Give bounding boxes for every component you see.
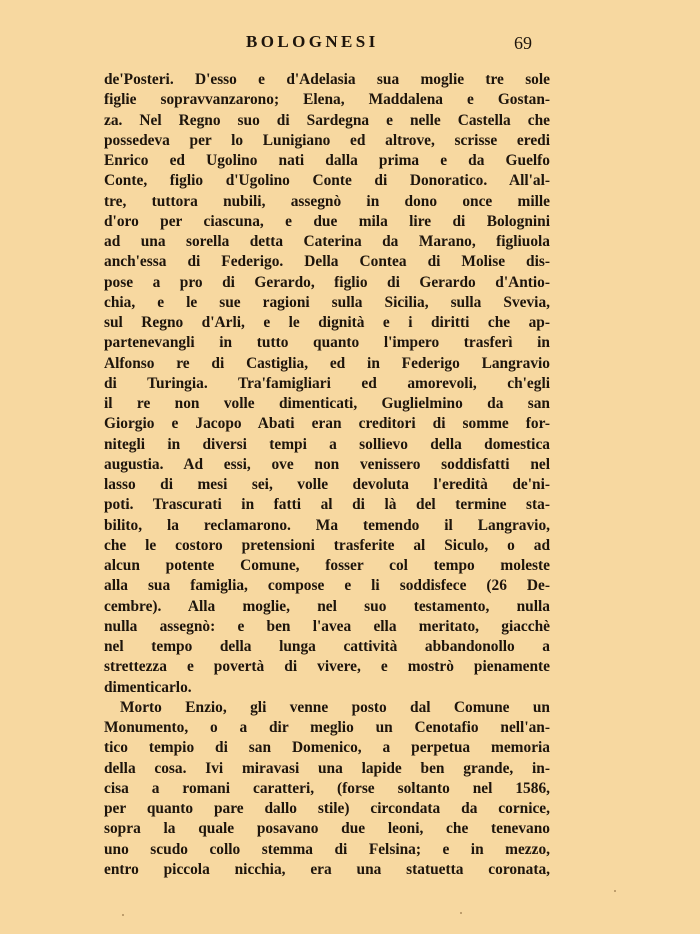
text-line: alla sua famiglia, compose e li soddisfece (26 De- [104, 577, 550, 595]
text-line: anch'essa di Federigo. Della Contea di Molise dis- [104, 253, 550, 271]
paper-speck [460, 912, 462, 914]
text-line: cisa a romani caratteri, (forse soltanto nel 1586, [104, 779, 550, 797]
text-line: ad una sorella detta Caterina da Marano, figliuola [104, 233, 550, 250]
text-line: nitegli in diversi tempi a sollievo della domestica [104, 435, 550, 453]
text-line: che le costoro pretensioni trasferite al Siculo, o ad [104, 536, 550, 554]
text-line: za. Nel Regno suo di Sardegna e nelle Castella che [104, 111, 550, 129]
text-line: sopra la quale posavano due leoni, che tenevano [104, 820, 550, 838]
paragraph-2 [104, 698, 550, 880]
text-line: Giorgio e Jacopo Abati eran creditori di somme for- [104, 415, 550, 433]
paragraph-1 [104, 70, 550, 698]
text-line: Alfonso re di Castiglia, ed in Federigo Langravio [104, 354, 550, 372]
text-line: chia, e le sue ragioni sulla Sicilia, sulla Svevia, [104, 293, 550, 311]
text-line: tico tempio di san Domenico, a perpetua memoria [104, 739, 550, 757]
text-line: augustia. Ad essi, ove non venissero soddisfatti nel [104, 455, 550, 473]
text-line: nulla assegnò: e ben l'avea ella meritato, giacchè [104, 617, 550, 635]
text-line: alcun potente Comune, fosser col tempo moleste [104, 557, 550, 574]
text-line: di Turingia. Tra'famigliari ed amorevoli, ch'egli [104, 374, 550, 392]
text-line: nel tempo della lunga cattività abbandonollo a [104, 638, 550, 655]
text-line: strettezza e povertà di vivere, e mostrò pienamente [104, 658, 550, 676]
text-line: cembre). Alla moglie, nel suo testamento, nulla [104, 597, 550, 615]
text-line: sul Regno d'Arli, e le dignità e i diritti che ap- [104, 314, 550, 331]
text-line: bilito, la reclamarono. Ma temendo il Langravio, [104, 516, 550, 534]
text-line: entro piccola nicchia, era una statuetta coronata, [104, 860, 550, 878]
body-text [104, 70, 550, 880]
text-line: della cosa. Ivi miravasi una lapide ben grande, in- [104, 759, 550, 777]
paper-speck [122, 914, 124, 916]
text-line: il re non volle dimenticati, Guglielmino da san [104, 395, 550, 412]
running-head [0, 32, 700, 56]
text-line: poti. Trascurati in fatti al di là del termine sta- [104, 496, 550, 514]
text-line: possedeva per lo Lunigiano ed altrove, scrisse eredi [104, 131, 550, 149]
text-line: Enrico ed Ugolino nati dalla prima e da Guelfo [104, 152, 550, 169]
text-line: Morto Enzio, gli venne posto dal Comune un [120, 698, 550, 716]
text-line: tre, tuttora nubili, assegnò in dono once mille [104, 192, 550, 210]
running-title: BOLOGNESI [246, 32, 379, 51]
text-line: partenevangli in tutto quanto l'impero trasferì in [104, 334, 550, 352]
text-line: Monumento, o a dir meglio un Cenotafio nell'an- [104, 719, 550, 736]
text-line: d'oro per ciascuna, e due mila lire di Bolognini [104, 212, 550, 230]
text-line: dimenticarlo. [104, 678, 192, 696]
text-line: de'Posteri. D'esso e d'Adelasia sua moglie tre sole [104, 71, 550, 88]
text-line: per quanto pare dallo stile) circondata da cornice, [104, 800, 550, 817]
page-number: 69 [514, 33, 532, 53]
text-line: figlie sopravvanzarono; Elena, Maddalena e Gostan- [104, 91, 550, 109]
text-line: lasso di mesi sei, volle devoluta l'eredità de'ni- [104, 476, 550, 493]
paper-speck [614, 890, 616, 892]
text-line: pose a pro di Gerardo, figlio di Gerardo d'Antio- [104, 273, 550, 291]
text-line: uno scudo collo stemma di Felsina; e in mezzo, [104, 840, 550, 858]
text-line: Conte, figlio d'Ugolino Conte di Donoratico. All'al- [104, 172, 550, 190]
